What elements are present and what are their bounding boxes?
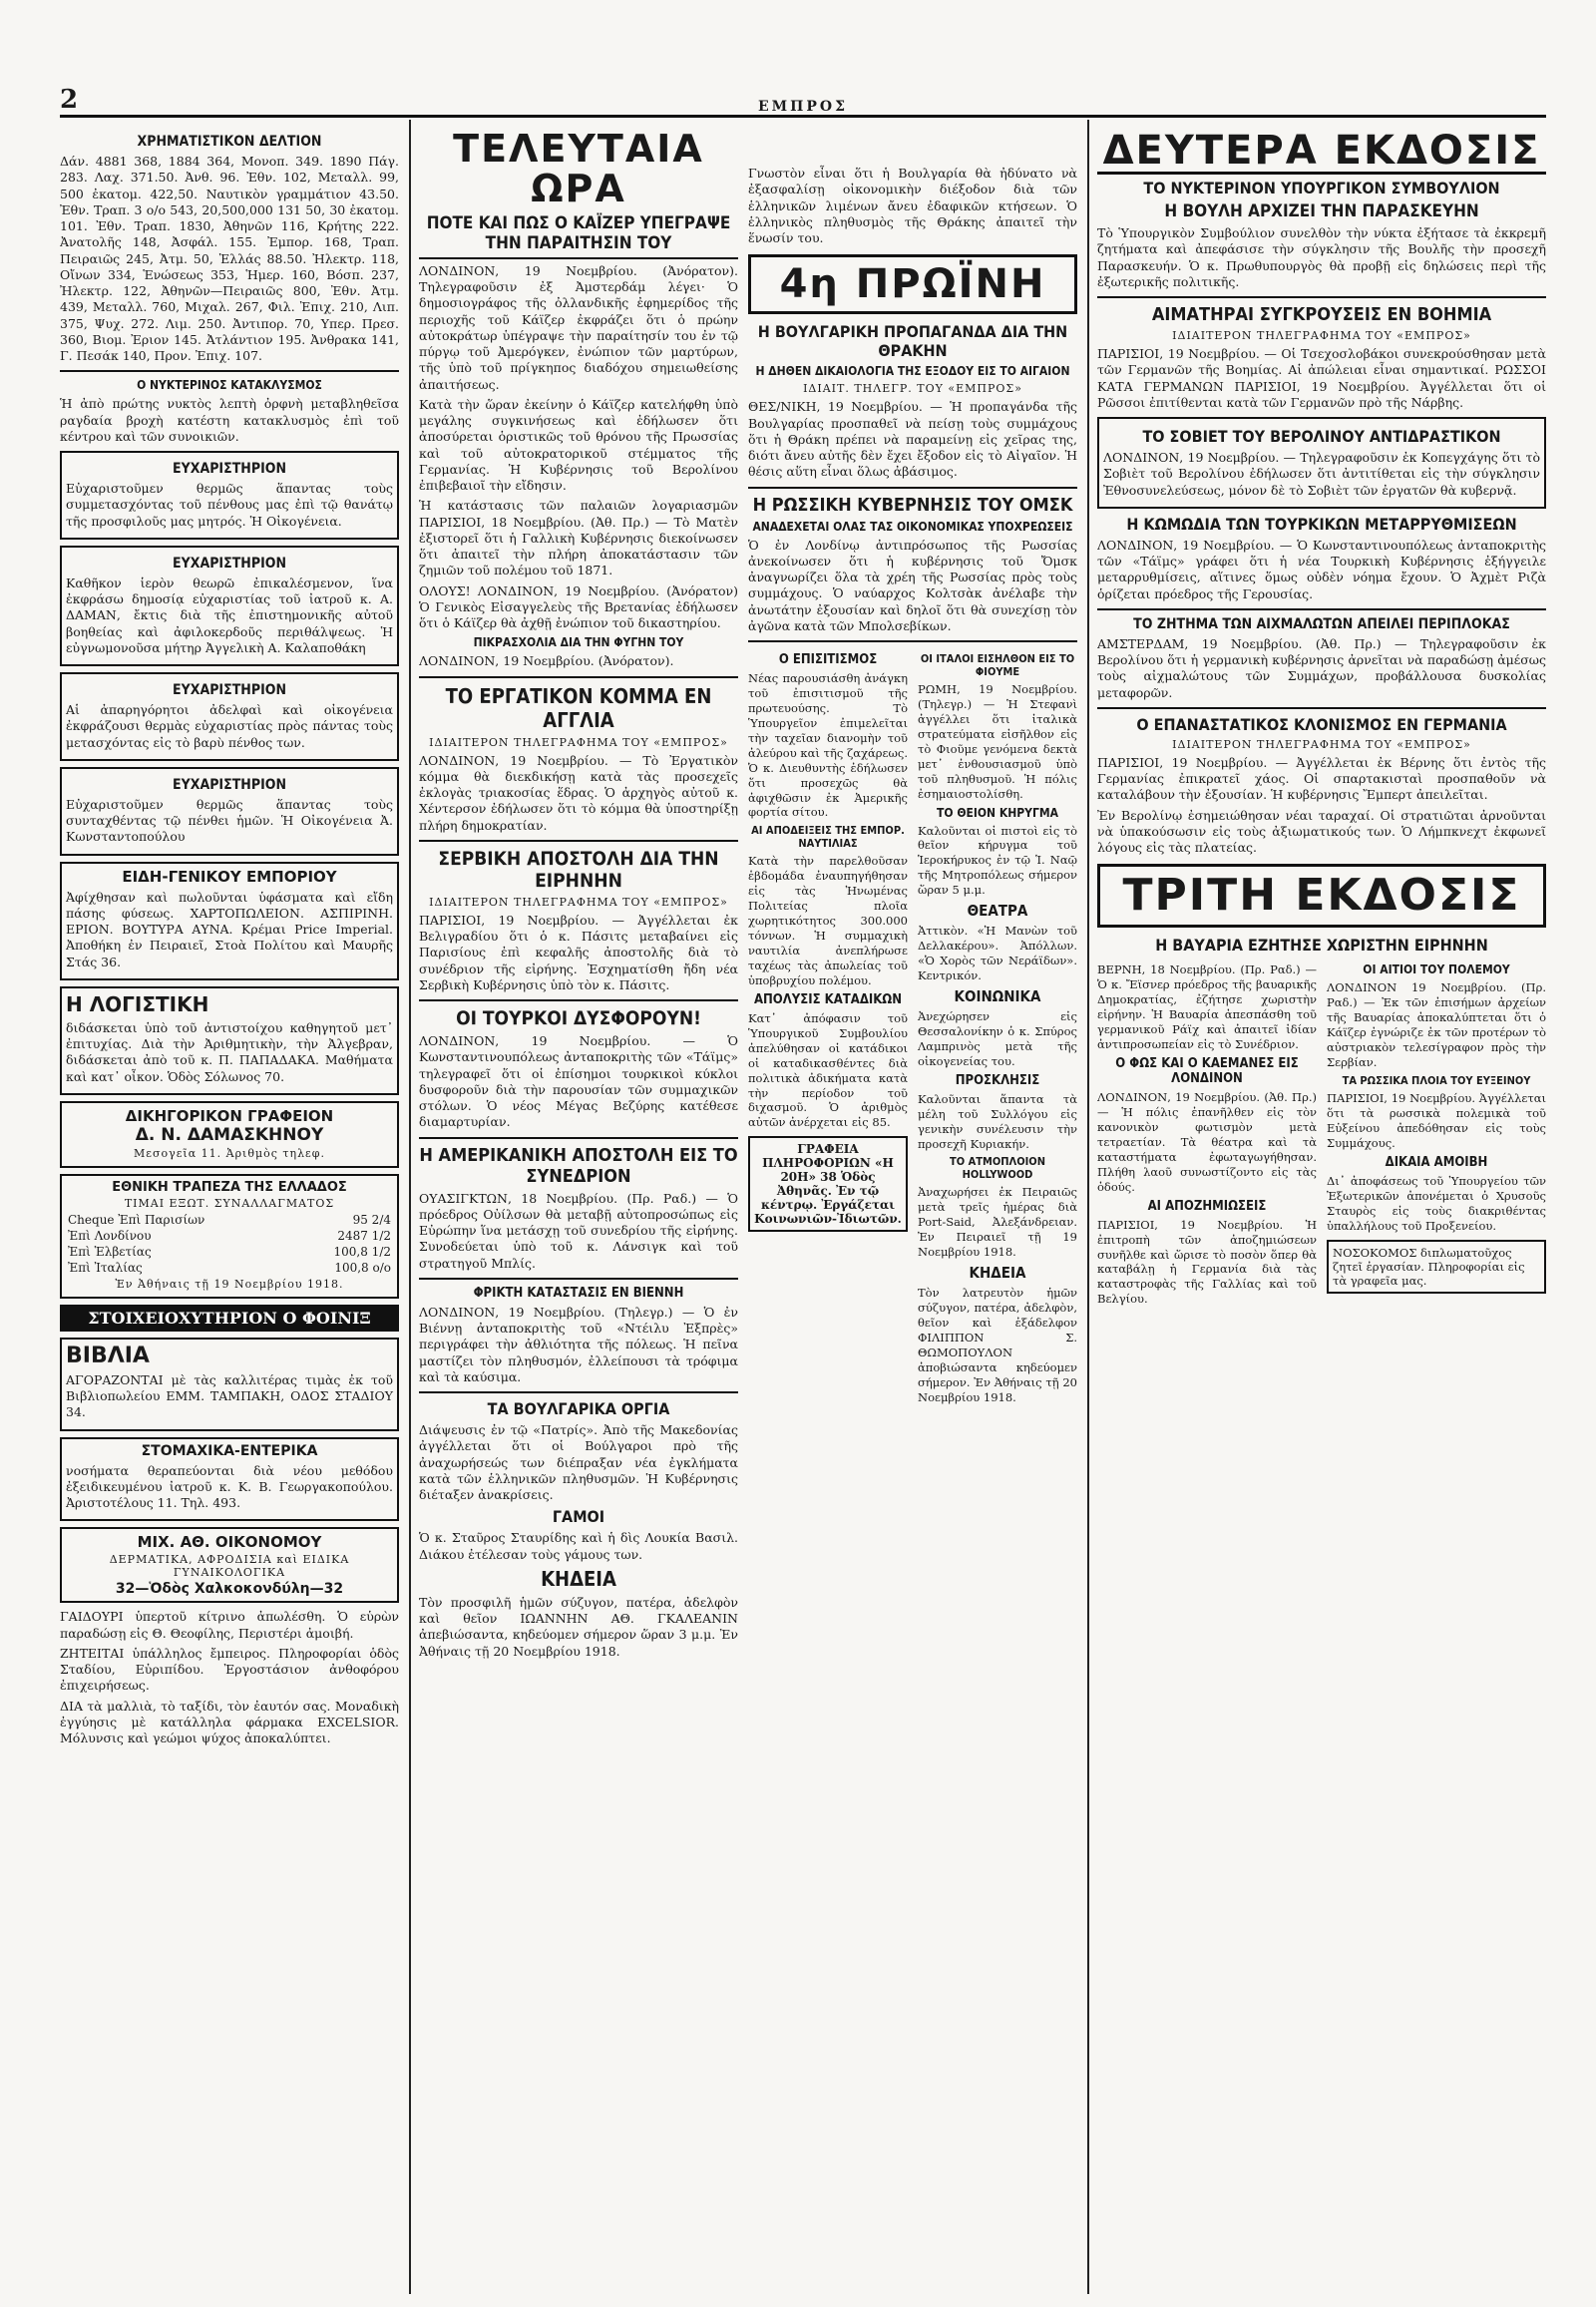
night-market-title: Ο ΝΥΚΤΕΡΙΝΟΣ ΚΑΤΑΚΛΥΣΜΟΣ [137, 378, 322, 393]
nurse-ad: ΝΟΣΟΚΟΜΟΣ διπλωματοῦχος ζητεῖ ἐργασίαν. Πληροφορίαι εἰς τὰ γραφεῖα μας. [1327, 1240, 1546, 1294]
thanks-title: ΕΥΧΑΡΙΣΤΗΡΙΟΝ [173, 776, 286, 793]
flight-text: ΛΟΝΔΙΝΟΝ, 19 Νοεμβρίου. (Ἀνόρατον). [419, 653, 674, 669]
divider [748, 640, 1077, 642]
divider [60, 370, 399, 372]
germany-title: Ο ΕΠΑΝΑΣΤΑΤΙΚΟΣ ΚΛΟΝΙΣΜΟΣ ΕΝ ΓΕΡΜΑΝΙΑ [1136, 714, 1507, 734]
council-title: ΤΟ ΝΥΚΤΕΡΙΝΟΝ ΥΠΟΥΡΓΙΚΟΝ ΣΥΜΒΟΥΛΙΟΝ [1143, 179, 1500, 197]
compensation-title: ΑΙ ΑΠΟΖΗΜΙΩΣΕΙΣ [1147, 1198, 1267, 1214]
law-name: Δ. Ν. ΔΑΜΑΣΚΗΝΟΥ [135, 1124, 324, 1145]
soviet-text: ΛΟΝΔΙΝΟΝ, 19 Νοεμβρίου. — Τηλεγραφοῦσιν ἐκ Κοπεγχάγης ὅτι τὸ Σοβιὲτ τοῦ Βερολίνου ἐδήλωσεν ὅτι ἀντιτίθεται εἰς τὴν σύγκλησιν Ἐθνοσυνελεύσεως, μόνον δὲ τὸ Σοβιὲτ τῶν ἐργατῶν θὰ κυβερνᾷ. [1103, 450, 1540, 498]
war-causes-text: ΛΟΝΔΙΝΟΝ 19 Νοεμβρίου. (Πρ. Ραδ.) — Ἐκ τῶν ἐπισήμων ἀρχείων τῆς Βαυαρίας ἀποκαλύπτεται ὅτι ὁ Κάϊζερ ἐγνώριζε ἐκ τῶν προτέρων τὸ αὐστριακὸν τελεσίγραφον πρὸς τὴν Σερβίαν. [1327, 980, 1546, 1070]
reward-text: Δι᾽ ἀποφάσεως τοῦ Ὑπουργείου τῶν Ἐξωτερικῶν ἀπονέμεται ὁ Χρυσοῦς Σταυρὸς εἰς τοὺς διακριθέντας ὑπαλλήλους τοῦ Προξενείου. [1327, 1173, 1546, 1233]
table-row: Ἐπὶ Ἰταλίας 100,8 o/o [68, 1260, 391, 1275]
bank-table [60, 1174, 399, 1299]
kaiser-headline: ΠΟΤΕ ΚΑΙ ΠΩΣ Ο ΚΑΪΖΕΡ ΥΠΕΓΡΑΨΕ ΤΗΝ ΠΑΡΑΙΤΗΣΙΝ ΤΟΥ [419, 213, 738, 259]
turk-reform-text: ΛΟΝΔΙΝΟΝ, 19 Νοεμβρίου. — Ὁ Κωνσταντινουπόλεως ἀνταποκριτὴς τῶν «Τάϊμς» γράφει ὅτι ἡ νέα Τουρκικὴ Κυβέρνησις ἐξήγγειλε μεταρρυθμίσεις, αἵτινες ὅμως οὐδὲν νόημα ἔχουν. Ὁ Ἀχμὲτ Ριζὰ ὁρίζεται πρόεδρος τῆς Γερουσίας. [1097, 537, 1546, 601]
info-office-ad: ΓΡΑΦΕΙΑ ΠΛΗΡΟΦΟΡΙΩΝ «Η 20Η» 38 Ὁδὸς Ἀθηνᾶς. Ἐν τῷ κέντρῳ. Ἐργάζεται Κοινωνιῶν-Ἰδιωτῶν. [748, 1136, 908, 1232]
doctor-title: ΜΙΧ. ΑΘ. ΟΙΚΟΝΟΜΟΥ [137, 1533, 322, 1552]
market-text: Δάν. 4881 368, 1884 364, Μονοπ. 349. 1890 Πάγ. 283. Λαχ. 371.50. Ἀνθ. 96. Ἐθν. 102, Μεταλλ. 99, 500 ἐκατομ. 422,50. Ναυτικὸν γραμμάτιον 43.50. Ἐθν. Τραπ. 3 ο/ο 543, 20,500,000 131 50, 30 ἐκατομ. 101. Ἐθν. Τραπ. 1830, Ἀθηνῶν 116, Κρήτης 222. Ἀνατολῆς 148, Ἀσφάλ. 155. Ἐμπορ. 168, Τραπ. Πειραιῶς 245, Ἀτμ. 50, Ἑλλάς 88.50. Ἠλεκτρ. 118, Οἴνων 334, Ἑνώσεως 353, Ἡμερ. 160, Βόσπ. 237, Ἠλεκτρ. 122, Ἀθηνῶν—Πειραιῶς 800, Ἐθν. Ἀτμ. 439, Μεταλλ. 760, Μιχαλ. 267, Φιλ. Ἐπιχ. 210, Λιπ. 375, Ψυχ. 272. Λιμ. 250. Ἀντιπορ. 70, Υπερ. Πρεσ. 360, Βιομ. Ἐριον 145. Ἀτλάντιον 195. Ἀνθρακα 141, Γ. Πεσάκ 140, Προν. Ἐπιχ. 107. [60, 154, 399, 363]
bohemia-text: ΠΑΡΙΣΙΟΙ, 19 Νοεμβρίου. — Οἱ Τσεχοσλοβάκοι συνεκρούσθησαν μετὰ τῶν Γερμανῶν τῆς Βοημίας. Αἱ ἀπώλειαι εἶναι σημαντικαί. ΡΩΣΣΟΙ ΚΑΤΑ ΓΕΡΜΑΝΩΝ ΠΑΡΙΣΙΟΙ, 19 Νοεμβρίου. Ἀγγέλλεται ὅτι οἱ Ρῶσσοι ἐπιτίθενται κατὰ τῶν Γερμανῶν πρὸ τῆς Νάρβης. [1097, 346, 1546, 410]
flight-title: ΠΙΚΡΑΣΧΟΛΙΑ ΔΙΑ ΤΗΝ ΦΥΓΗΝ ΤΟΥ [473, 635, 684, 650]
council-text: Τὸ Ὑπουργικὸν Συμβούλιον συνελθὸν τὴν νύκτα ἐξήτασε τὰ ἐκκρεμῆ ζητήματα καὶ ἀπεφάσισε τὴν σύγκλησιν τῆς Βουλῆς τὴν προσεχῆ Παρασκευήν. Ὁ κ. Πρωθυπουργὸς θὰ προβῇ εἰς δηλώσεις περὶ τῆς ἐξωτερικῆς πολιτικῆς. [1097, 225, 1546, 289]
funeral-text: Τὸν λατρευτὸν ἡμῶν σύζυγον, πατέρα, ἀδελφὸν, θεῖον καὶ ἐξάδελφον ΦΙΛΙΠΠΟΝ Σ. ΘΩΜΟΠΟΥΛΟΝ ἀποβιώσαντα κηδεύομεν σήμερον. Ἐν Ἀθήναις τῇ 20 Νοεμβρίου 1918. [918, 1286, 1077, 1404]
light-text: ΛΟΝΔΙΝΟΝ, 19 Νοεμβρίου. (Ἀθ. Πρ.) — Ἡ πόλις ἐπανῆλθεν εἰς τὸν κανονικὸν φωτισμὸν μετὰ τετραετίαν. Τὰ θέατρα καὶ τὰ καταστήματα ἐφωταγωγήθησαν. Πλήθη λαοῦ συνωστίζοντο εἰς τὰς ὁδούς. [1097, 1090, 1317, 1194]
law-title: ΔΙΚΗΓΟΡΙΚΟΝ ΓΡΑΦΕΙΟΝ [125, 1106, 334, 1125]
math-ad [60, 986, 399, 1095]
war-causes-title: ΟΙ ΑΙΤΙΟΙ ΤΟΥ ΠΟΛΕΜΟΥ [1363, 962, 1510, 977]
council-subtitle: Η ΒΟΥΛΗ ΑΡΧΙΖΕΙ ΤΗΝ ΠΑΡΑΣΚΕΥΗΝ [1164, 201, 1479, 221]
thanks-text: Εὐχαριστοῦμεν θερμῶς ἅπαντας τοὺς συνταχθέντας τῷ πένθει ἡμῶν. Ἡ Οἰκογένεια Ἀ. Κωνσταντοπούλου [66, 796, 393, 845]
column-1 [60, 130, 399, 2294]
germany-text: ΠΑΡΙΣΙΟΙ, 19 Νοεμβρίου. — Ἀγγέλλεται ἐκ Βέρνης ὅτι ἐντὸς τῆς Γερμανίας ἐπικρατεῖ χάος. Οἱ σπαρτακισταὶ προσπαθοῦν νὰ καταλάβουν τὴν ἐξουσίαν. Ἡ κυβέρνησις Ἔμπερτ ἀπειλεῖται. [1097, 754, 1546, 803]
article-text: ΛΟΝΔΙΝΟΝ, 19 Νοεμβρίου. (Ἀνόρατον). Τηλεγραφοῦσιν ἐξ Ἀμστερδάμ λέγει· Ὁ δημοσιογράφος τῆς ὀλλανδικῆς ἐφημερίδος τῆς περιοχῆς τοῦ Κάϊζερ ἐκφράζει ὅτι ὁ πρώην αὐτοκράτωρ ὑπέγραψε τὴν παραίτησίν του ἐν τῷ πύργῳ τοῦ Ἀμερόγκεν, ἐνώπιον τῶν μαρτύρων, τῆς ὑπὸ τοῦ πρίγκηπος διαδόχου σημειωθείσης ἀπαιτήσεως. [419, 262, 738, 392]
divider [748, 487, 1077, 489]
release-title: ΑΠΟΛΥΣΙΣ ΚΑΤΑΔΙΚΩΝ [753, 991, 903, 1007]
pow-text: ΑΜΣΤΕΡΔΑΜ, 19 Νοεμβρίου. (Ἀθ. Πρ.) — Τηλεγραφοῦσιν ἐκ Βερολίνου ὅτι ἡ γερμανικὴ κυβέρνησις ἀρνεῖται νὰ παραδώσῃ ἀμέσως τοὺς αἰχμαλώτους τῶν Συμμάχων, προβάλλουσα δυσκολίας μεταφορῶν. [1097, 635, 1546, 700]
divider [419, 1278, 738, 1280]
labor-text: ΛΟΝΔΙΝΟΝ, 19 Νοεμβρίου. — Τὸ Ἐργατικὸν κόμμα θὰ διεκδικήσῃ κατὰ τὰς προσεχεῖς ἐκλογὰς τριακοσίας ἕδρας. Ὁ ἀρχηγὸς αὐτοῦ κ. Χέντερσον ἐδήλωσεν ὅτι τὸ κόμμα θὰ ὑποστηρίξῃ πλήρη δημοκρατίαν. [419, 752, 738, 833]
turks-title: ΟΙ ΤΟΥΡΚΟΙ ΔΥΣΦΟΡΟΥΝ! [456, 1007, 701, 1030]
wedding-text: Ὁ κ. Σταῦρος Σταυρίδης καὶ ἡ δὶς Λουκία Βασιλ. Διάκου ἐτέλεσαν τοὺς γάμους των. [419, 1530, 738, 1562]
funeral-title: ΚΗΔΕΙΑ [541, 1566, 616, 1591]
table-row: Ἐπὶ Ἑλβετίας 100,8 1/2 [68, 1244, 391, 1259]
bavaria-text: ΒΕΡΝΗ, 18 Νοεμβρίου. (Πρ. Ραδ.) — Ὁ κ. Ἔϊσνερ πρόεδρος τῆς βαυαρικῆς Δημοκρατίας, ἐζήτησε χωριστὴν εἰρήνην. Ἡ Βαυαρία ἀπεσπάσθη τοῦ γερμανικοῦ Ράϊχ καὶ ἀπαιτεῖ ἰδίαν ἀντιπροσωπείαν εἰς τὸ Συνέδριον. [1097, 962, 1317, 1052]
invite-title: ΠΡΟΣΚΛΗΣΙΣ [955, 1072, 1040, 1088]
divider [419, 999, 738, 1001]
wanted-notice: ΖΗΤΕΙΤΑΙ ὑπάλληλος ἔμπειρος. Πληροφορίαι ὁδὸς Σταδίου, Εὐριπίδου. Ἐργοστάσιον ἀνθοφόρου ἐπιχειρήσεως. [60, 1645, 399, 1694]
market-title: ΧΡΗΜΑΤΙΣΤΙΚΟΝ ΔΕΛΤΙΟΝ [137, 134, 322, 150]
thanks-text: Εὐχαριστοῦμεν θερμῶς ἅπαντας τοὺς συμμετασχόντας τοῦ πένθους μας ἐπὶ τῷ θανάτῳ τῆς προσφιλοῦς μας μητρός. Ἡ Οἰκογένεια. [66, 481, 393, 529]
social-title: ΚΟΙΝΩΝΙΚΑ [954, 986, 1041, 1005]
russia-subtitle: ΑΝΑΔΕΧΕΤΑΙ ΟΛΑΣ ΤΑΣ ΟΙΚΟΝΟΜΙΚΑΣ ΥΠΟΧΡΕΩΣΕΙΣ [752, 519, 1073, 534]
wire-tag: ΙΔΙΑΙΤΕΡΟΝ ΤΗΛΕΓΡΑΦΗΜΑ ΤΟΥ «ΕΜΠΡΟΣ» [1172, 737, 1471, 751]
banner-third-edition: ΤΡΙΤΗ ΕΚΔΟΣΙΣ [1122, 870, 1521, 922]
ships-text: Κατὰ τὴν παρελθοῦσαν ἑβδομάδα ἐναυπηγήθησαν εἰς τὰς Ἡνωμένας Πολιτείας πλοῖα χωρητικότητος 300.000 τόννων. Ἡ συμμαχικὴ ναυτιλία ἀνεπλήρωσε ταχέως τὰς ἀπωλείας τοῦ ὑποβρυχίου πολέμου. [748, 854, 908, 987]
wire-tag: ΙΔΙΑΙΤΕΡΟΝ ΤΗΛΕΓΡΑΦΗΜΑ ΤΟΥ «ΕΜΠΡΟΣ» [1172, 329, 1471, 342]
thanks-notice [60, 451, 399, 540]
thanks-text: Αἱ ἀπαρηγόρητοι ἀδελφαὶ καὶ οἰκογένεια ἐκφράζουσι θερμὰς εὐχαριστίας πρὸς πάντας τοὺς μετασχόντας εἰς τὸ βαρὺ πένθος των. [66, 702, 393, 750]
labor-title: ΤΟ ΕΡΓΑΤΙΚΟΝ ΚΟΜΜΑ ΕΝ ΑΓΓΛΙΑ [445, 683, 712, 732]
serbia-title: ΣΕΡΒΙΚΗ ΑΠΟΣΤΟΛΗ ΔΙΑ ΤΗΝ ΕΙΡΗΝΗΝ [438, 847, 719, 892]
wire-tag: ΙΔΙΑΙΤ. ΤΗΛΕΓΡ. ΤΟΥ «ΕΜΠΡΟΣ» [803, 382, 1022, 396]
release-text: Κατ᾽ ἀπόφασιν τοῦ Ὑπουργικοῦ Συμβουλίου ἀπελύθησαν οἱ κατάδικοι οἱ καταδικασθέντες διὰ πολιτικὰ ἀδικήματα κατὰ τὴν περίοδον τοῦ διχασμοῦ. Ὁ ἀριθμὸς αὐτῶν ἀνέρχεται εἰς 85. [748, 1010, 908, 1130]
thanks-notice [60, 672, 399, 761]
vienna-text: ΛΟΝΔΙΝΟΝ, 19 Νοεμβρίου. (Τηλεγρ.) — Ὁ ἐν Βιέννῃ ἀνταποκριτὴς τοῦ «Ντέιλυ Ἐξπρὲς» περιγράφει τὴν ἀθλιότητα τῆς πόλεως. Ἡ πεῖνα μαστίζει τὸν πληθυσμόν, ἐλλείπουσι τὰ τρόφιμα καὶ τὰ καύσιμα. [419, 1304, 738, 1384]
hollywood-text: Ἀναχωρήσει ἐκ Πειραιῶς μετὰ τρεῖς ἡμέρας διὰ Port-Said, Ἀλεξάνδρειαν. Ἐν Πειραιεῖ τῇ 19 Νοεμβρίου 1918. [918, 1185, 1077, 1260]
doctor-address: 32—Ὁδὸς Χαλκοκονδύλη—32 [115, 1581, 344, 1598]
supply-title: Ο ΕΠΙΣΙΤΙΣΜΟΣ [778, 652, 878, 667]
divider [419, 676, 738, 678]
thanks-title: ΕΥΧΑΡΙΣΤΗΡΙΟΝ [173, 461, 286, 477]
thanks-title: ΕΥΧΑΡΙΣΤΗΡΙΟΝ [173, 555, 286, 572]
supply-text: Νέας παρουσιάσθη ἀνάγκη τοῦ ἐπισιτισμοῦ τῆς πρωτευούσης. Τὸ Ὑπουργεῖον ἐπιμελεῖται τὴν ταχεῖαν διανομὴν τοῦ ἀλεύρου καὶ τῆς ζαχάρεως. Ὁ κ. Διευθυντὴς ἐδήλωσεν ὅτι προσεχῶς θὰ ἀφιχθῶσιν ἐκ Ἀμερικῆς φορτία σίτου. [748, 671, 908, 820]
wire-tag: ΙΔΙΑΙΤΕΡΟΝ ΤΗΛΕΓΡΑΦΗΜΑ ΤΟΥ «ΕΜΠΡΟΣ» [429, 895, 728, 909]
law-office-ad [60, 1101, 399, 1168]
article-text: ΟΛΟΥΣ! ΛΟΝΔΙΝΟΝ, 19 Νοεμβρίου. (Ἀνόρατον) Ὁ Γενικὸς Εἰσαγγελεὺς τῆς Βρετανίας ἐδήλωσεν ὅτι ὁ Κάϊζερ θὰ ἀχθῇ ἐνώπιον τοῦ δικαστηρίου. [419, 582, 738, 631]
bavaria-title: Η ΒΑΥΑΡΙΑ ΕΖΗΤΗΣΕ ΧΩΡΙΣΤΗΝ ΕΙΡΗΝΗΝ [1155, 936, 1488, 956]
store-ad: ΣΤΟΙΧΕΙΟΧΥΤΗΡΙΟΝ Ο ΦΟΙΝΙΞ [60, 1305, 399, 1332]
funeral-title: ΚΗΔΕΙΑ [969, 1264, 1026, 1283]
banner-second-edition: ΔΕΥΤΕΡΑ ΕΚΔΟΣΙΣ [1097, 130, 1546, 175]
turks-text: ΛΟΝΔΙΝΟΝ, 19 Νοεμβρίου. — Ὁ Κωνσταντινουπόλεως ἀνταποκριτὴς τῶν «Τάϊμς» τηλεγραφεῖ ὅτι οἱ ἐπίσημοι τουρκικοὶ κύκλοι δυσφοροῦν διὰ τὴν παρουσίαν τῶν συμμαχικῶν στόλων. Ὁ νέος Μέγας Βεζύρης κατέθεσε διαμαρτυρίαν. [419, 1033, 738, 1130]
masthead [60, 85, 1546, 118]
continued-text: Γνωστὸν εἶναι ὅτι ἡ Βουλγαρία θὰ ἠδύνατο νὰ ἐξασφαλίσῃ οἰκονομικὴν διέξοδον διὰ τῶν ἑλληνικῶν λιμένων ἄνευ ἐδαφικῶν κτήσεων. Ὁ ἑλληνικὸς πληθυσμὸς τῆς Θράκης ἀπαιτεῖ τὴν ἕνωσίν του. [748, 166, 1077, 245]
fiume-text: ΡΩΜΗ, 19 Νοεμβρίου. (Τηλεγρ.) — Ἡ Στεφανὶ ἀγγέλλει ὅτι ἰταλικὰ στρατεύματα εἰσῆλθον εἰς τὸ Φιοῦμε γενόμενα δεκτὰ μετ᾽ ἐνθουσιασμοῦ ὑπὸ τοῦ πληθυσμοῦ. Ἡ πόλις ἐσημαιοστολίσθη. [918, 682, 1077, 801]
fleet-title: ΤΑ ΡΩΣΣΙΚΑ ΠΛΟΙΑ ΤΟΥ ΕΥΞΕΙΝΟΥ [1342, 1074, 1531, 1088]
fleet-text: ΠΑΡΙΣΙΟΙ, 19 Νοεμβρίου. Ἀγγέλλεται ὅτι τὰ ρωσσικὰ πολεμικὰ τοῦ Εὐξείνου ἀπεδόθησαν εἰς τοὺς Συμμάχους. [1327, 1091, 1546, 1150]
lost-notice: ΓΑΙΔΟΥΡΙ ὑπερτοῦ κίτρινο ἀπωλέσθη. Ὁ εὑρὼν παραδώσῃ εἰς Θ. Θεοφίλης, Περιστέρι ἀμοιβή. [60, 1609, 399, 1641]
funeral-text: Τὸν προσφιλῆ ἡμῶν σύζυγον, πατέρα, ἀδελφὸν καὶ θεῖον ΙΩΑΝΝΗΝ ΑΘ. ΓΚΑΛΕΑΝΙΝ ἀπεβιώσαντα, κηδεύομεν σήμερον ὥραν 3 μ.μ. Ἐν Ἀθήναις τῇ 20 Νοεμβρίου 1918. [419, 1594, 738, 1659]
theatre-title: ΘΕΑΤΡΑ [967, 902, 1028, 921]
divider [1097, 707, 1546, 709]
us-title: Η ΑΜΕΡΙΚΑΝΙΚΗ ΑΠΟΣΤΟΛΗ ΕΙΣ ΤΟ ΣΥΝΕΔΡΙΟΝ [419, 1144, 738, 1187]
light-title: Ο ΦΩΣ ΚΑΙ Ο ΚΑΕΜΑΝΕΣ ΕΙΣ ΛΟΝΔΙΝΟΝ [1115, 1056, 1299, 1087]
serbia-text: ΠΑΡΙΣΙΟΙ, 19 Νοεμβρίου. — Ἀγγέλλεται ἐκ Βελιγραδίου ὅτι ὁ κ. Πάσιτς μεταβαίνει εἰς Παρισίους ἐπὶ κεφαλῆς ἀποστολῆς διὰ τὸ συνέδριον τῆς εἰρήνης. Ἐσχηματίσθη ἤδη νέα Σερβικὴ Κυβέρνησις ὑπὸ τὸν κ. Πάσιτς. [419, 912, 738, 992]
bulgar-title: ΤΑ ΒΟΥΛΓΑΡΙΚΑ ΟΡΓΙΑ [487, 1399, 670, 1419]
theatre-text: Ἀττικὸν. «Ἡ Μανὼν τοῦ Δελλακέρου». Ἀπόλλων. «Ὁ Χορὸς τῶν Νεράϊδων». Κεντρικόν. [918, 924, 1077, 982]
sermon-title: ΤΟ ΘΕΙΟΝ ΚΗΡΥΓΜΑ [937, 805, 1058, 820]
bulgar-text: Διάψευσις ἐν τῷ «Πατρίς». Ἀπὸ τῆς Μακεδονίας ἀγγέλλεται ὅτι οἱ Βούλγαροι πρὸ τῆς ἀναχωρήσεώς των διέπραξαν νέα ἐγκλήματα κατὰ τῶν ἑλληνικῶν πληθυσμῶν. Ἡ Κυβέρνησις διέταξεν ἀνακρίσεις. [419, 1422, 738, 1503]
ships-title: ΑΙ ΑΠΟΔΕΙΞΕΙΣ ΤΗΣ ΕΜΠΟΡ. ΝΑΥΤΙΛΙΑΣ [751, 824, 905, 851]
law-address: Μεσογεῖα 11. Ἀριθμὸς τηλεφ. [134, 1146, 325, 1160]
divider [419, 1391, 738, 1393]
bank-date: Ἐν Ἀθήναις τῇ 19 Νοεμβρίου 1918. [115, 1277, 344, 1291]
books-title: ΒΙΒΛΙΑ [66, 1343, 150, 1368]
wire-tag: ΙΔΙΑΙΤΕΡΟΝ ΤΗΛΕΓΡΑΦΗΜΑ ΤΟΥ «ΕΜΠΡΟΣ» [429, 735, 728, 749]
thanks-notice [60, 546, 399, 666]
banner-last-hour: ΤΕΛΕΥΤΑΙΑ ΩΡΑ [453, 130, 704, 210]
reward-title: ΔΙΚΑΙΑ ΑΜΟΙΒΗ [1385, 1154, 1488, 1170]
column-4 [1097, 130, 1546, 2294]
article-text: Ἡ κατάστασις τῶν παλαιῶν λογαριασμῶν ΠΑΡΙΣΙΟΙ, 18 Νοεμβρίου. (Ἀθ. Πρ.) — Τὸ Ματὲν ἐξιστορεῖ ὅτι ἡ Γαλλικὴ Κυβέρνησις διεκοίνωσεν ὅτι ἀπαιτεῖ τὴν πλήρη ἀποκατάστασιν τῶν ζημιῶν τοῦ πολέμου τοῦ 1871. [419, 498, 738, 578]
bohemia-title: ΑΙΜΑΤΗΡΑΙ ΣΥΓΚΡΟΥΣΕΙΣ ΕΝ ΒΟΗΜΙΑ [1151, 304, 1492, 325]
divider [419, 1137, 738, 1139]
fiume-title: ΟΙ ΙΤΑΛΟΙ ΕΙΣΗΛΘΟΝ ΕΙΣ ΤΟ ΦΙΟΥΜΕ [920, 652, 1075, 678]
column-2 [419, 130, 738, 2294]
thanks-title: ΕΥΧΑΡΙΣΤΗΡΙΟΝ [173, 682, 286, 698]
divider [1097, 608, 1546, 610]
math-title: Η ΛΟΓΙΣΤΙΚΗ [66, 991, 209, 1016]
article-text: Κατὰ τὴν ὥραν ἐκείνην ὁ Κάϊζερ κατελήφθη ὑπὸ μεγάλης συγκινήσεως καὶ ἐδήλωσεν ὅτι ἀποσύρεται ὁριστικῶς τοῦ θρόνου τῆς Πρωσσίας καὶ τοῦ αὐτοκρατορικοῦ στέμματος τῆς Γερμανίας. Ἡ Κυβέρνησις τοῦ Βερολίνου ἐπιβεβαιοῖ τὴν εἴδησιν. [419, 396, 738, 494]
soviet-title: ΤΟ ΣΟΒΙΕΤ ΤΟΥ ΒΕΡΟΛΙΝΟΥ ΑΝΤΙΔΡΑΣΤΙΚΟΝ [1142, 427, 1501, 446]
table-row: Cheque Ἐπὶ Παρισίων 95 2/4 [68, 1212, 391, 1227]
compensation-text: ΠΑΡΙΣΙΟΙ, 19 Νοεμβρίου. Ἡ ἐπιτροπὴ τῶν ἀποζημιώσεων συνῆλθε καὶ ὥρισε τὸ ποσὸν ὅπερ θὰ καταβάλῃ ἡ Γερμανία διὰ τὰς καταστροφὰς τῆς Γαλλίας καὶ τοῦ Βελγίου. [1097, 1217, 1317, 1307]
two-column-block [1097, 959, 1546, 1311]
third-edition-banner [1097, 864, 1546, 928]
banner-fourth: 4η ΠΡΩΪΝΗ [779, 261, 1046, 308]
doctor-subtitle: ΔΕΡΜΑΤΙΚΑ, ΑΦΡΟΔΙΣΙΑ καὶ ΕΙΔΙΚΑ ΓΥΝΑΙΚΟΛΟΓΙΚΑ [109, 1553, 350, 1580]
turk-reform-title: Η ΚΩΜΩΔΙΑ ΤΩΝ ΤΟΥΡΚΙΚΩΝ ΜΕΤΑΡΡΥΘΜΙΣΕΩΝ [1126, 514, 1517, 534]
paper-name: ΕΜΠΡΟΣ [758, 99, 849, 115]
doctor-ad [60, 1527, 399, 1603]
wedding-title: ΓΑΜΟΙ [552, 1507, 605, 1527]
propaganda-text: ΘΕΣ/ΝΙΚΗ, 19 Νοεμβρίου. — Ἡ προπαγάνδα τῆς Βουλγαρίας προσπαθεῖ νὰ πείσῃ τοὺς συμμάχους ὅτι ἡ Θράκη πρέπει νὰ παραμείνῃ εἰς χεῖρας της, διότι ἄνευ αὐτῆς δὲν ἔχει ἔξοδον εἰς τὸ Αἰγαῖον. Ἡ θέσις αὕτη εἶναι ὅλως ἀβάσιμος. [748, 399, 1077, 480]
bulgar-propaganda-title: Η ΒΟΥΛΓΑΡΙΚΗ ΠΡΟΠΑΓΑΝΔΑ ΔΙΑ ΤΗΝ ΘΡΑΚΗΝ [757, 322, 1068, 361]
books-text: ΑΓΟΡΑΖΟΝΤΑΙ μὲ τὰς καλλιτέρας τιμὰς ἐκ τοῦ Βιβλιοπωλείου ΕΜΜ. ΤΑΜΠΑΚΗ, ΟΔΟΣ ΣΤΑΔΙΟΥ 34. [66, 1371, 393, 1420]
bank-subtitle: ΤΙΜΑΙ ΕΞΩΤ. ΣΥΝΑΛΛΑΓΜΑΤΟΣ [124, 1196, 335, 1210]
medical-text: νοσήματα θεραπεύονται διὰ νέου μεθόδου ἐξειδικευμένου ἰατροῦ κ. Κ. Β. Γεωργακοπούλου. Ἀριστοτέλους 11. Τηλ. 493. [66, 1462, 393, 1510]
books-ad [60, 1338, 399, 1431]
russia-title: Η ΡΩΣΣΙΚΗ ΚΥΒΕΡΝΗΣΙΣ ΤΟΥ ΟΜΣΚ [752, 494, 1073, 516]
shop-text: Ἀφίχθησαν καὶ πωλοῦνται ὑφάσματα καὶ εἴδη πάσης φύσεως. ΧΑΡΤΟΠΩΛΕΙΟΝ. ΑΣΠΙΡΙΝΗ. ΕΡΙΟΝ. ΒΟΥΤΥΡΑ ΑΥΝΑ. Κρέμαι Price Imperial. Ἀποθήκη ἐν Πειραιεῖ, Στοὰ Πολίτου καὶ Μαυρῆς Στάς 36. [66, 889, 393, 969]
social-text: Ἀνεχώρησεν εἰς Θεσσαλονίκην ὁ κ. Σπύρος Λαμπρινὸς μετὰ τῆς οἰκογενείας του. [918, 1008, 1077, 1068]
shop-title: ΕΙΔΗ-ΓΕΝΙΚΟΥ ΕΜΠΟΡΙΟΥ [122, 867, 337, 886]
page-number: 2 [60, 85, 79, 115]
russia-text: Ὁ ἐν Λονδίνῳ ἀντιπρόσωπος τῆς Ρωσσίας ἀνεκοίνωσεν ὅτι ἡ κυβέρνησις τοῦ Ὄμσκ ἀναγνωρίζει ὅλα τὰ χρέη τῆς Ρωσσίας πρὸς τοὺς συμμάχους. Ὁ ναύαρχος Κολτσὰκ ἀνέλαβε τὴν ἀνωτάτην ἐξουσίαν καὶ δηλοῖ ὅτι θὰ συνεχίσῃ τὸν ἀγῶνα κατὰ τῶν Μπολσεβίκων. [748, 537, 1077, 633]
vienna-title: ΦΡΙΚΤΗ ΚΑΤΑΣΤΑΣΙΣ ΕΝ ΒΙΕΝΝΗ [473, 1285, 684, 1301]
germany-text: Ἐν Βερολίνῳ ἐσημειώθησαν νέαι ταραχαί. Οἱ στρατιῶται ἀρνοῦνται νὰ ὑπακούσωσιν εἰς τοὺς ἀξιωματικούς των. Ὁ Λήμπκνεχτ ἐκφωνεῖ λόγους εἰς τὰς πλατείας. [1097, 807, 1546, 855]
fourth-edition-banner [748, 254, 1077, 314]
math-text: διδάσκεται ὑπὸ τοῦ ἀντιστοίχου καθηγητοῦ μετ᾽ ἐπιτυχίας. Διὰ τὴν Ἀριθμητικὴν, τὴν Ἀλγεβραν, διδάσκεται ἀπὸ τοῦ κ. Π. ΠΑΠΑΔΑΚΑ. Μαθήματα καὶ κατ᾽ οἶκον. Ὁδὸς Σόλωνος 70. [66, 1019, 393, 1084]
medical-title: ΣΤΟΜΑΧΙΚΑ-ΕΝΤΕΡΙΚΑ [141, 1442, 318, 1459]
invite-text: Καλοῦνται ἅπαντα τὰ μέλη τοῦ Συλλόγου εἰς γενικὴν συνέλευσιν τὴν προσεχῆ Κυριακήν. [918, 1091, 1077, 1151]
exchange-rates [66, 1212, 393, 1276]
column-rule [409, 120, 411, 2294]
bank-title: ΕΘΝΙΚΗ ΤΡΑΠΕΖΑ ΤΗΣ ΕΛΛΑΔΟΣ [112, 1179, 347, 1195]
column-rule [1087, 120, 1089, 2294]
hollywood-title: ΤΟ ΑΤΜΟΠΛΟΙΟΝ HOLLYWOOD [949, 1155, 1045, 1182]
divider [1097, 296, 1546, 298]
two-column-block [748, 648, 1077, 1409]
night-market-text: Ἡ ἀπὸ πρώτης νυκτὸς λεπτὴ ὀρφνὴ μεταβληθεῖσα ραγδαία βροχὴ κατέστη κατακλυσμὸς ἐπὶ τοῦ κέντρου καὶ τῶν συνοικιῶν. [60, 396, 399, 444]
divider [419, 840, 738, 842]
thanks-text: Καθῆκον ἱερὸν θεωρῶ ἐπικαλέσμενον, ἵνα ἐκφράσω δημοσίᾳ εὐχαριστίας τοῦ ἰατροῦ κ. Α. ΔΑΜΑΝ, ἔκτις διὰ τῆς ἐπιστημονικῆς αὐτοῦ βοηθείας καὶ ἀφιλοκερδοῦς περιθάλψεως. Ἡ εὐγνωμονοῦσα μήτηρ Ἀγγελικὴ Α. Καλαποθάκη [66, 575, 393, 655]
soviet-box [1097, 417, 1546, 509]
us-text: ΟΥΑΣΙΓΚΤΩΝ, 18 Νοεμβρίου. (Πρ. Ραδ.) — Ὁ πρόεδρος Οὐίλσων θὰ μεταβῇ αὐτοπροσώπως εἰς Εὐρώπην ἵνα μετάσχῃ τοῦ συνεδρίου τῆς εἰρήνης. Συνοδεύεται ὑπὸ τοῦ κ. Λάνσιγκ καὶ τοῦ στρατηγοῦ Μπλίς. [419, 1190, 738, 1271]
column-3 [748, 130, 1077, 2294]
table-row: Ἐπὶ Λονδίνου 2487 1/2 [68, 1228, 391, 1243]
sermon-text: Καλοῦνται οἱ πιστοὶ εἰς τὸ θεῖον κήρυγμα τοῦ Ἱεροκήρυκος ἐν τῷ Ἱ. Ναῷ τῆς Μητροπόλεως σήμερον ὥραν 5 μ.μ. [918, 823, 1077, 898]
bulgar-propaganda-subtitle: Η ΔΗΘΕΝ ΔΙΚΑΙΟΛΟΓΙΑ ΤΗΣ ΕΞΟΔΟΥ ΕΙΣ ΤΟ ΑΙΓΑΙΟΝ [755, 364, 1070, 379]
thanks-notice [60, 767, 399, 856]
medical-ad [60, 1437, 399, 1522]
shop-ad [60, 862, 399, 980]
final-ad: ΔΙΑ τὰ μαλλιὰ, τὸ ταξίδι, τὸν ἐαυτόν σας. Μοναδικὴ ἐγγύησις μὲ κατάλληλα φάρμακα EXCELSIOR. Μόλυνσις καὶ γεώμοι ψύχος ἀποκαλύπτει. [60, 1698, 399, 1745]
pow-title: ΤΟ ΖΗΤΗΜΑ ΤΩΝ ΑΙΧΜΑΛΩΤΩΝ ΑΠΕΙΛΕΙ ΠΕΡΙΠΛΟΚΑΣ [1133, 615, 1510, 632]
